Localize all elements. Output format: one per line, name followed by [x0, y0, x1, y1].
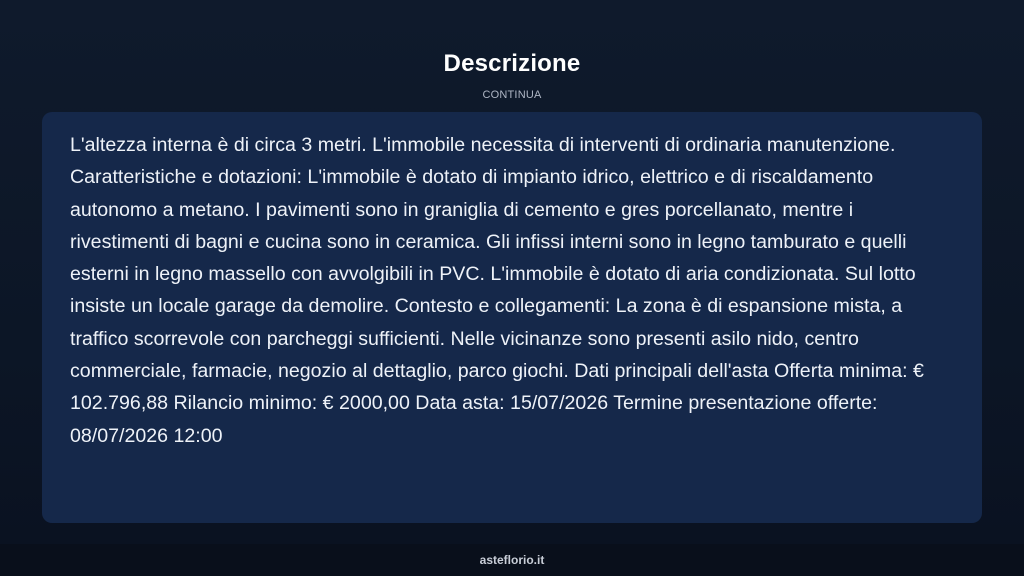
page-header	[0, 48, 1024, 102]
footer-site-name: asteflorio.it	[479, 553, 545, 567]
page-title: Descrizione	[443, 50, 581, 77]
continue-label: CONTINUA	[482, 89, 542, 101]
footer-bar	[0, 544, 1024, 576]
description-text: L'altezza interna è di circa 3 metri. L'immobile necessita di interventi di ordinaria manutenzione. Caratteristiche e dotazioni: L'immobile è dotato di impianto idrico, elettrico e di riscaldamento autonomo a metano. I pavimenti sono in graniglia di cemento e gres porcellanato, mentre i rivestimenti di bagni e cucina sono in ceramica. Gli infissi interni sono in legno tamburato e quelli esterni in legno massello con avvolgibili in PVC. L'immobile è dotato di aria condizionata. Sul lotto insiste un locale garage da demolire. Contesto e collegamenti: La zona è di espansione mista, a traffico scorrevole con parcheggi sufficienti. Nelle vicinanze sono presenti asilo nido, centro commerciale, farmacie, negozio al dettaglio, parco giochi. Dati principali dell'asta Offerta minima: € 102.796,88 Rilancio minimo: € 2000,00 Data asta: 15/07/2026 Termine presentazione offerte: 08/07/2026 12:00	[70, 134, 924, 447]
description-card	[42, 112, 982, 523]
